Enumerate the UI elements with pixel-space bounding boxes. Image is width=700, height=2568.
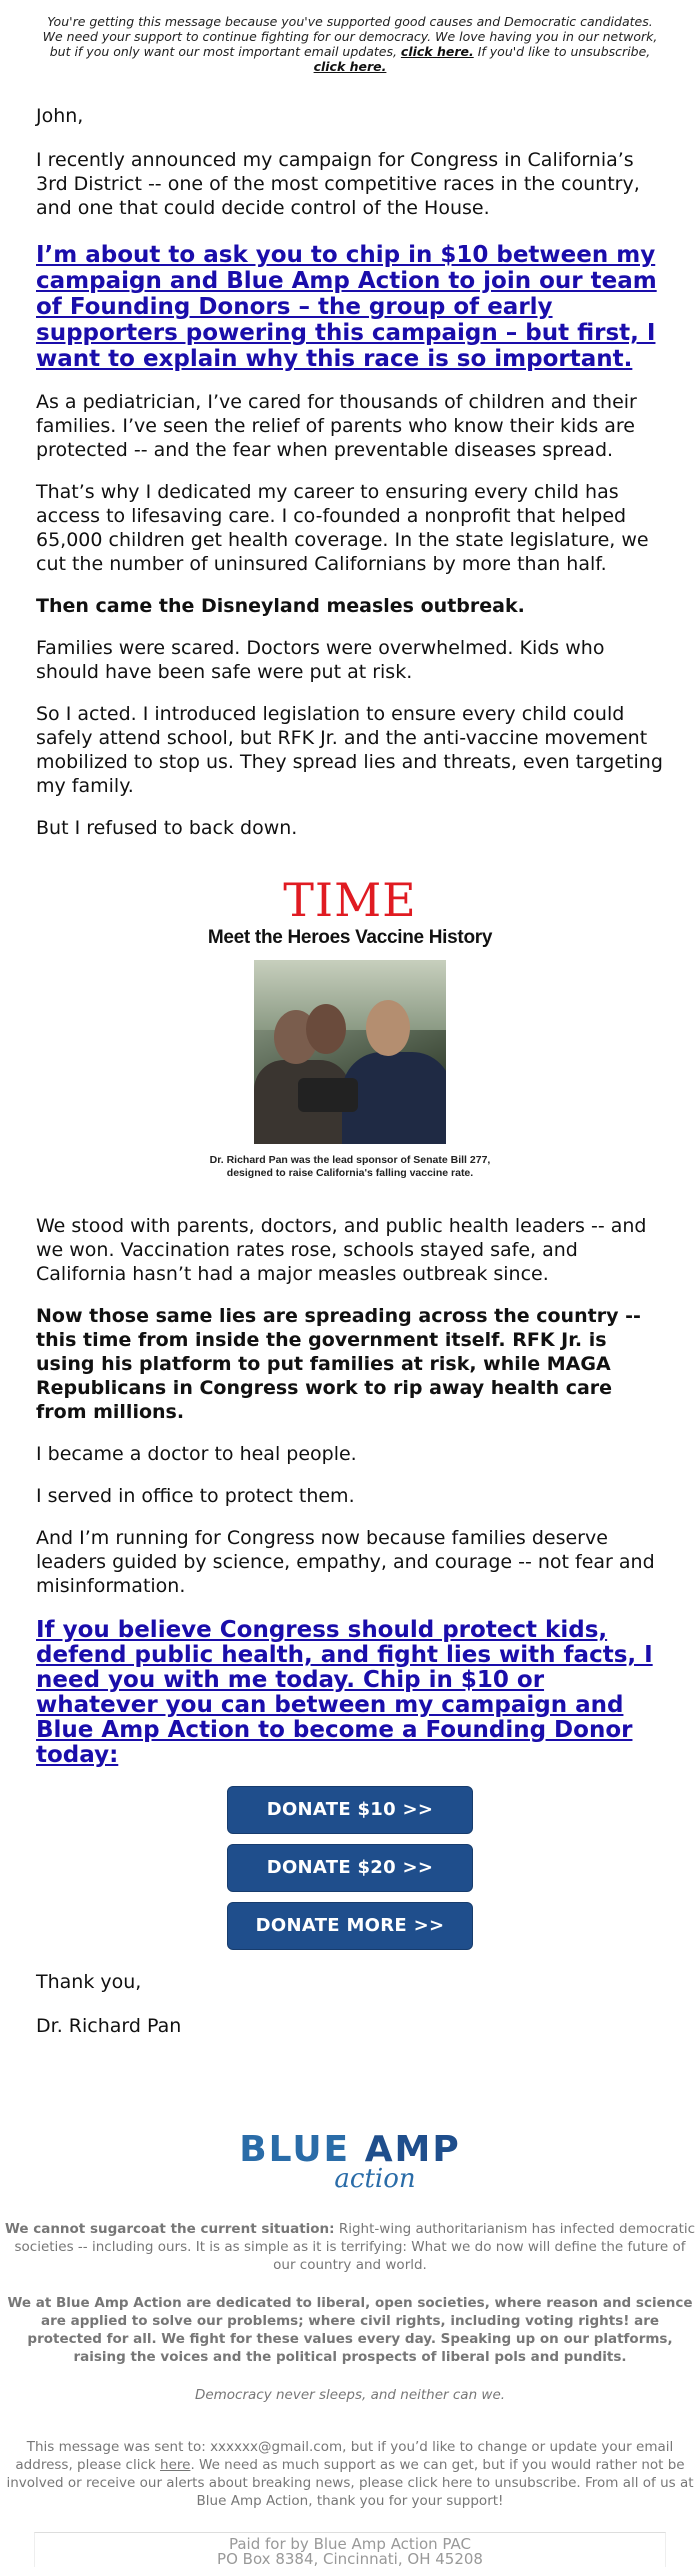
donate-more-button[interactable]: DONATE MORE >> [227,1902,473,1950]
donate-20-button[interactable]: DONATE $20 >> [227,1844,473,1892]
paragraph-acted: So I acted. I introduced legislation to ensure every child could safely attend school, but RFK Jr. and the anti-vaccine movement mobilized to stop us. They spread lies and threats, even targeting my family. [36,703,663,797]
paragraph-doctor: I became a doctor to heal people. [36,1443,357,1465]
footer-slogan: Democracy never sleeps, and neither can we. [194,2387,506,2403]
logo-word-amp: AMP [364,2129,461,2170]
paragraph-served: I served in office to protect them. [36,1485,355,1507]
letter-body [0,104,700,2038]
footer-situation [2,2220,698,2274]
donate-10-button[interactable]: DONATE $10 >> [227,1786,473,1834]
photo-caption: Dr. Richard Pan was the lead sponsor of Senate Bill 277, designed to raise California's falling vaccine rate. [209,1154,491,1179]
footer-situation-text: Right-wing authoritarianism has infected democratic societies -- including ours. It is as simple as it is terrifying: What we do now will define the future of our country and world. [14,2221,696,2273]
time-headline: Meet the Heroes Vaccine History [207,927,493,948]
paragraph-running: And I’m running for Congress now because families deserve leaders guided by science, empathy, and courage -- not fear and misinformation. [36,1527,655,1597]
paragraph-intro: I recently announced my campaign for Congress in California’s 3rd District -- one of the most competitive races in the country, and one that could decide control of the House. [36,149,640,219]
footer-sent-text-2: . We need as much support as we can get, but if you would rather not be involved or receive our alerts about breaking news, please click here to unsubscribe. From all of us at Blue Amp Action, thank you for your support! [6,2457,694,2509]
closing: Thank you, [36,1971,142,1993]
paid-for-text: Paid for by Blue Amp Action PAC [228,2535,471,2553]
preheader-text-2: If you'd like to unsubscribe, [473,44,651,59]
time-logo: TIME [283,873,417,927]
senate-bill-press-photo [254,960,446,1144]
preheader [0,0,700,74]
footer-mission: We at Blue Amp Action are dedicated to liberal, open societies, where reason and science are applied to solve our problems; where civil rights, including voting rights! are protected for all. We fight for these values every day. Speaking up on our platforms, raising the voices and the political prospects of liberal pols and pundits. [7,2295,693,2365]
unsubscribe-link[interactable]: click here. [313,59,387,74]
donate-buttons [36,1786,664,1950]
paragraph-measles: Then came the Disneyland measles outbreak. [36,595,525,617]
paragraph-pediatrician: As a pediatrician, I’ve cared for thousands of children and their families. I’ve seen the relief of parents who know their kids are protected -- and the fear when preventable diseases spread. [36,391,637,461]
paragraph-stood: We stood with parents, doctors, and public health leaders -- and we won. Vaccination rates rose, schools stayed safe, and California hasn’t had a major measles outbreak since. [36,1215,647,1285]
logo-word-blue: BLUE [239,2129,351,2170]
blue-amp-action-logo[interactable] [230,2129,470,2194]
footer [0,2220,700,2567]
footer-sent-text: This message was sent to: xxxxxx@gmail.com, but if you’d like to change or update your email address, please click [15,2439,674,2473]
donation-ask-link-2[interactable]: If you believe Congress should protect kids, defend public health, and fight lies with facts, I need you with me today. Chip in $10 or whatever you can between my campaign and Blue Amp Action to become a Founding Donor today: [36,1617,653,1768]
footer-situation-bold: We cannot sugarcoat the current situation: [4,2221,335,2237]
paragraph-lies: Now those same lies are spreading across the country -- this time from inside the government itself. RFK Jr. is using his platform to put families at risk, while MAGA Republicans in Congress work to rip away health care from millions. [36,1305,641,1423]
time-feature [200,873,500,1180]
email-preferences-link[interactable]: click here. [400,44,474,59]
logo-word-action: action [334,2164,416,2194]
donation-ask-link[interactable]: I’m about to ask you to chip in $10 between my campaign and Blue Amp Action to join our team of Founding Donors – the group of early supporters powering this campaign – but first, I want to explain why this race is so important. [36,242,657,372]
update-email-link[interactable]: here [160,2457,191,2473]
paragraph-refused: But I refused to back down. [36,817,298,839]
signature: Dr. Richard Pan [36,2015,182,2037]
mailing-address: PO Box 8384, Cincinnati, OH 45208 [217,2550,483,2568]
paragraph-families: Families were scared. Doctors were overwhelmed. Kids who should have been safe were put at risk. [36,637,605,683]
greeting: John, [36,105,84,127]
footer-sent-notice [2,2438,698,2510]
preheader-text: You're getting this message because you've supported good causes and Democratic candidates. We need your support to continue fighting for our democracy. We love having you in our network, but if you only want our most important email updates, [42,14,658,59]
paid-for-box [34,2532,666,2567]
paragraph-career: That’s why I dedicated my career to ensuring every child has access to lifesaving care. I co-founded a nonprofit that helped 65,000 children get health coverage. In the state legislature, we cut the number of uninsured Californians by more than half. [36,481,649,575]
